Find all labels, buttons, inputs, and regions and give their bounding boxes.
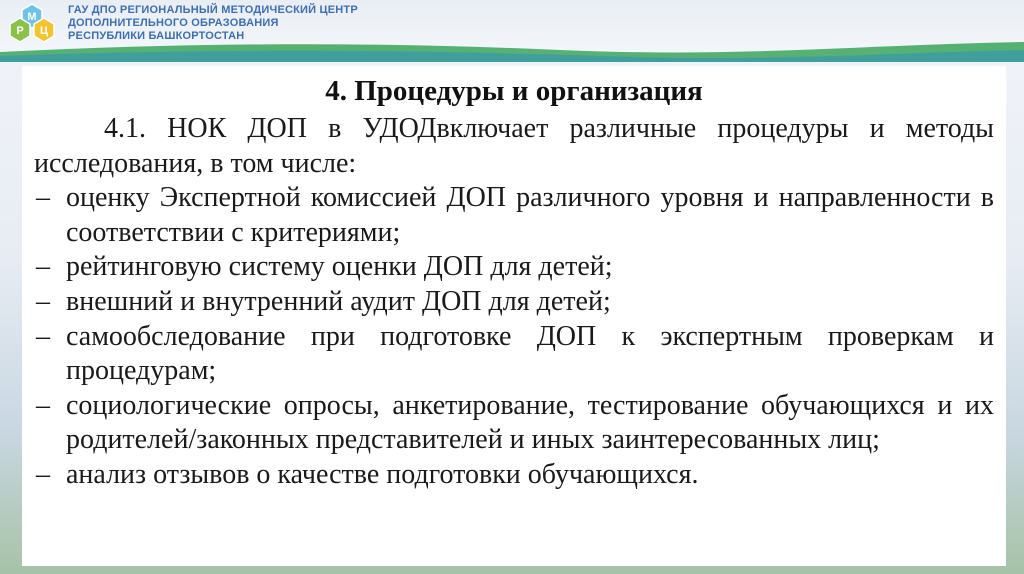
slide-body [34, 112, 994, 493]
procedures-list [34, 181, 994, 492]
bullet-dash: – [36, 320, 50, 352]
logo-letter-m: М [27, 11, 37, 23]
list-item-text: социологические опросы, анкетирование, тестирование обучающихся и их родителей/законных представителей и иных заинтересованных лиц; [66, 389, 994, 456]
list-item-text: оценку Экспертной комиссией ДОП различного уровня и направленности в соответствии с критериями; [66, 182, 994, 248]
list-item [34, 389, 994, 458]
list-item [34, 320, 994, 389]
list-item-text: внешний и внутренний аудит ДОП для детей; [66, 285, 611, 317]
organization-name-line-2: ДОПОЛНИТЕЛЬНОГО ОБРАЗОВАНИЯ [68, 17, 279, 29]
list-item [34, 458, 994, 493]
list-item-text: анализ отзывов о качестве подготовки обучающихся. [66, 458, 699, 490]
organization-name-line-1: ГАУ ДПО РЕГИОНАЛЬНЫЙ МЕТОДИЧЕСКИЙ ЦЕНТР [68, 4, 358, 16]
list-item [34, 285, 994, 320]
bullet-dash: – [36, 251, 50, 283]
organization-name-line-3: РЕСПУБЛИКИ БАШКОРТОСТАН [68, 30, 245, 42]
slide-content [22, 66, 1006, 566]
bullet-dash: – [36, 389, 50, 421]
list-item-text: самообследование при подготовке ДОП к экспертным проверкам и процедурам; [66, 320, 994, 387]
intro-paragraph: 4.1. НОК ДОП в УДОДвключает различные процедуры и методы исследования, в том числе: [34, 113, 994, 179]
organization-logo [6, 2, 58, 44]
header-wave-decoration [0, 40, 1024, 62]
bullet-dash: – [36, 182, 50, 214]
bullet-dash: – [36, 285, 50, 317]
slide-title: 4. Процедуры и организация [325, 75, 703, 107]
organization-name [68, 4, 358, 43]
list-item [34, 181, 994, 250]
header-bar [0, 0, 1024, 58]
logo-letter-ts: Ц [39, 25, 49, 37]
bullet-dash: – [36, 458, 50, 490]
list-item-text: рейтинговую систему оценки ДОП для детей; [66, 251, 613, 283]
list-item [34, 250, 994, 285]
logo-letter-r: Р [16, 25, 24, 37]
